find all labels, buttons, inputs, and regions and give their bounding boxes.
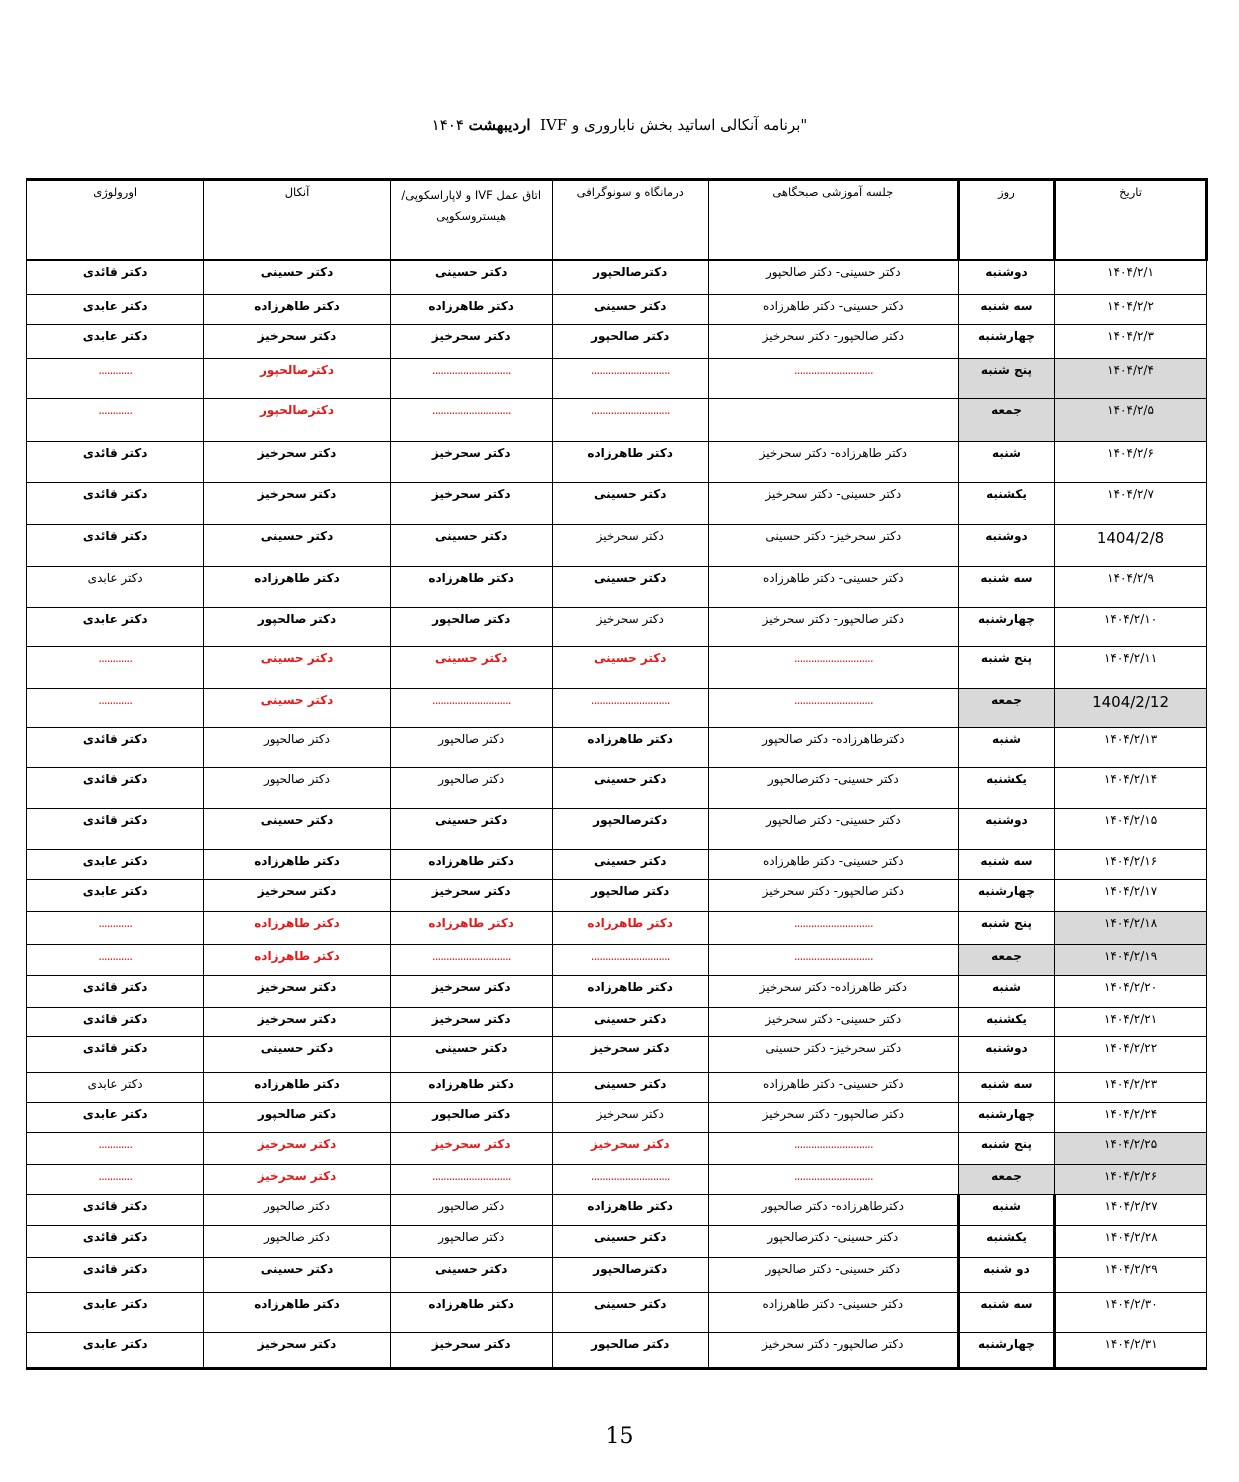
page-title <box>0 116 1239 134</box>
date-cell: ۱۴۰۴/۲/۲۱ <box>1055 1007 1207 1036</box>
date-cell: ۱۴۰۴/۲/۳۰ <box>1055 1292 1207 1332</box>
morning-session-cell: دکتر حسینی- دکتر صالحپور <box>708 260 958 294</box>
table-row <box>27 1332 1207 1368</box>
urology-cell: دکتر عابدی <box>27 1292 204 1332</box>
clinic-cell: دکتر حسینی <box>552 646 708 688</box>
urology-cell: ............ <box>27 911 204 944</box>
oncall-cell: دکتر سحرخیز <box>204 1007 390 1036</box>
urology-cell: ............ <box>27 646 204 688</box>
operating-room-cell: دکتر سحرخیز <box>390 879 552 911</box>
operating-room-cell: دکتر سحرخیز <box>390 1332 552 1368</box>
urology-cell: ............ <box>27 398 204 441</box>
morning-session-cell: دکتر صالحپور- دکتر سحرخیز <box>708 607 958 646</box>
clinic-cell: دکتر سحرخیز <box>552 524 708 566</box>
date-cell: ۱۴۰۴/۲/۱۸ <box>1055 911 1207 944</box>
table-row <box>27 358 1207 398</box>
operating-room-cell: دکتر طاهرزاده <box>390 566 552 607</box>
clinic-cell: ............................ <box>552 944 708 975</box>
clinic-cell: دکتر صالحپور <box>552 1332 708 1368</box>
morning-session-cell: دکترطاهرزاده- دکتر صالحپور <box>708 1194 958 1225</box>
clinic-cell: دکتر طاهرزاده <box>552 911 708 944</box>
clinic-cell: دکتر حسینی <box>552 849 708 879</box>
day-cell: پنج شنبه <box>958 358 1054 398</box>
morning-session-cell: دکتر حسینی- دکتر طاهرزاده <box>708 566 958 607</box>
oncall-cell: دکتر سحرخیز <box>204 1164 390 1194</box>
table-row <box>27 1007 1207 1036</box>
morning-session-cell: دکتر طاهرزاده- دکتر سحرخیز <box>708 975 958 1007</box>
morning-session-cell: دکتر حسینی- دکتر صالحپور <box>708 1257 958 1292</box>
morning-session-cell: دکتر سحرخیز- دکتر حسینی <box>708 1036 958 1072</box>
operating-room-cell: دکتر سحرخیز <box>390 1007 552 1036</box>
operating-room-cell: دکتر طاهرزاده <box>390 1292 552 1332</box>
oncall-cell: دکتر طاهرزاده <box>204 911 390 944</box>
oncall-cell: دکتر سحرخیز <box>204 879 390 911</box>
urology-cell: دکتر قائدی <box>27 808 204 849</box>
morning-session-cell: ............................ <box>708 944 958 975</box>
date-cell: 1404/2/8 <box>1055 524 1207 566</box>
urology-cell: دکتر قائدی <box>27 260 204 294</box>
table-row <box>27 294 1207 324</box>
table-row <box>27 524 1207 566</box>
date-cell: ۱۴۰۴/۲/۳ <box>1055 324 1207 358</box>
operating-room-cell: دکتر طاهرزاده <box>390 911 552 944</box>
date-cell: ۱۴۰۴/۲/۷ <box>1055 482 1207 524</box>
day-cell: پنج شنبه <box>958 1132 1054 1164</box>
date-cell: ۱۴۰۴/۲/۲ <box>1055 294 1207 324</box>
clinic-cell: ............................ <box>552 688 708 727</box>
oncall-cell: دکتر سحرخیز <box>204 324 390 358</box>
day-cell: یکشنبه <box>958 767 1054 808</box>
urology-cell: ............ <box>27 1132 204 1164</box>
operating-room-cell: ............................ <box>390 358 552 398</box>
day-cell: شنبه <box>958 975 1054 1007</box>
header-date: تاریخ <box>1055 180 1207 261</box>
day-cell: چهارشنبه <box>958 607 1054 646</box>
oncall-cell: دکتر حسینی <box>204 646 390 688</box>
morning-session-cell: دکتر صالحپور- دکتر سحرخیز <box>708 324 958 358</box>
clinic-cell: دکتر حسینی <box>552 566 708 607</box>
day-cell: جمعه <box>958 688 1054 727</box>
morning-session-cell: دکتر حسینی- دکتر طاهرزاده <box>708 1292 958 1332</box>
day-cell: دوشنبه <box>958 260 1054 294</box>
clinic-cell: دکتر حسینی <box>552 482 708 524</box>
day-cell: پنج شنبه <box>958 646 1054 688</box>
clinic-cell: دکترصالحپور <box>552 808 708 849</box>
date-cell: ۱۴۰۴/۲/۱۹ <box>1055 944 1207 975</box>
clinic-cell: دکتر حسینی <box>552 1007 708 1036</box>
date-cell: ۱۴۰۴/۲/۲۴ <box>1055 1102 1207 1132</box>
urology-cell: دکتر عابدی <box>27 294 204 324</box>
day-cell: چهارشنبه <box>958 1332 1054 1368</box>
clinic-cell: دکتر طاهرزاده <box>552 441 708 482</box>
operating-room-cell: دکتر صالحپور <box>390 1225 552 1257</box>
operating-room-cell: دکتر حسینی <box>390 524 552 566</box>
urology-cell: دکتر قائدی <box>27 975 204 1007</box>
oncall-cell: دکتر سحرخیز <box>204 482 390 524</box>
clinic-cell: دکتر صالحپور <box>552 879 708 911</box>
day-cell: سه شنبه <box>958 294 1054 324</box>
oncall-cell: دکتر صالحپور <box>204 727 390 767</box>
day-cell: شنبه <box>958 441 1054 482</box>
oncall-cell: دکتر طاهرزاده <box>204 566 390 607</box>
date-cell: ۱۴۰۴/۲/۲۷ <box>1055 1194 1207 1225</box>
oncall-cell: دکتر حسینی <box>204 688 390 727</box>
day-cell: جمعه <box>958 1164 1054 1194</box>
urology-cell: دکتر عابدی <box>27 607 204 646</box>
operating-room-cell: ............................ <box>390 398 552 441</box>
date-cell: ۱۴۰۴/۲/۶ <box>1055 441 1207 482</box>
urology-cell: دکتر عابدی <box>27 324 204 358</box>
operating-room-cell: ............................ <box>390 688 552 727</box>
operating-room-cell: دکتر حسینی <box>390 1036 552 1072</box>
operating-room-cell: دکتر طاهرزاده <box>390 294 552 324</box>
morning-session-cell: دکتر صالحپور- دکتر سحرخیز <box>708 1332 958 1368</box>
operating-room-cell: دکتر طاهرزاده <box>390 1072 552 1102</box>
table-row <box>27 324 1207 358</box>
morning-session-cell: ............................ <box>708 358 958 398</box>
oncall-cell: دکترصالحپور <box>204 358 390 398</box>
oncall-cell: دکتر طاهرزاده <box>204 944 390 975</box>
urology-cell: ............ <box>27 358 204 398</box>
clinic-cell: دکترصالحپور <box>552 260 708 294</box>
morning-session-cell: ............................ <box>708 688 958 727</box>
day-cell: پنج شنبه <box>958 911 1054 944</box>
oncall-cell: دکتر طاهرزاده <box>204 849 390 879</box>
date-cell: ۱۴۰۴/۲/۱ <box>1055 260 1207 294</box>
urology-cell: دکتر قائدی <box>27 1257 204 1292</box>
clinic-cell: دکتر طاهرزاده <box>552 975 708 1007</box>
operating-room-cell: دکتر سحرخیز <box>390 324 552 358</box>
urology-cell: دکتر قائدی <box>27 1036 204 1072</box>
day-cell: دو شنبه <box>958 1257 1054 1292</box>
date-cell: ۱۴۰۴/۲/۴ <box>1055 358 1207 398</box>
urology-cell: دکتر قائدی <box>27 482 204 524</box>
day-cell: چهارشنبه <box>958 879 1054 911</box>
table-row <box>27 688 1207 727</box>
operating-room-cell: دکتر سحرخیز <box>390 441 552 482</box>
day-cell: یکشنبه <box>958 482 1054 524</box>
operating-room-cell: دکتر حسینی <box>390 260 552 294</box>
date-cell: ۱۴۰۴/۲/۱۳ <box>1055 727 1207 767</box>
oncall-cell: دکتر حسینی <box>204 260 390 294</box>
urology-cell: دکتر قائدی <box>27 767 204 808</box>
morning-session-cell: دکترطاهرزاده- دکتر صالحپور <box>708 727 958 767</box>
title-year: ۱۴۰۴ <box>431 116 464 134</box>
date-cell: ۱۴۰۴/۲/۲۹ <box>1055 1257 1207 1292</box>
operating-room-cell: ............................ <box>390 1164 552 1194</box>
clinic-cell: ............................ <box>552 398 708 441</box>
operating-room-cell: دکتر صالحپور <box>390 727 552 767</box>
table-row <box>27 944 1207 975</box>
day-cell: شنبه <box>958 727 1054 767</box>
table-row <box>27 1225 1207 1257</box>
title-month: اردیبهشت <box>468 116 531 134</box>
operating-room-cell: دکتر سحرخیز <box>390 482 552 524</box>
table-row <box>27 482 1207 524</box>
clinic-cell: دکتر طاهرزاده <box>552 727 708 767</box>
date-cell: ۱۴۰۴/۲/۱۴ <box>1055 767 1207 808</box>
table-row <box>27 1257 1207 1292</box>
table-row <box>27 767 1207 808</box>
urology-cell: دکتر عابدی <box>27 1072 204 1102</box>
clinic-cell: دکتر سحرخیز <box>552 1036 708 1072</box>
clinic-cell: دکتر سحرخیز <box>552 1102 708 1132</box>
morning-session-cell: ............................ <box>708 646 958 688</box>
table-row <box>27 566 1207 607</box>
morning-session-cell: دکتر حسینی- دکترصالحپور <box>708 767 958 808</box>
urology-cell: دکتر قائدی <box>27 1225 204 1257</box>
urology-cell: ............ <box>27 944 204 975</box>
urology-cell: ............ <box>27 688 204 727</box>
operating-room-cell: دکتر حسینی <box>390 1257 552 1292</box>
oncall-cell: دکتر طاهرزاده <box>204 1292 390 1332</box>
table-row <box>27 646 1207 688</box>
date-cell: ۱۴۰۴/۲/۱۶ <box>1055 849 1207 879</box>
oncall-cell: دکتر سحرخیز <box>204 975 390 1007</box>
date-cell: ۱۴۰۴/۲/۲۰ <box>1055 975 1207 1007</box>
morning-session-cell: ............................ <box>708 1164 958 1194</box>
day-cell: سه شنبه <box>958 1072 1054 1102</box>
table-row <box>27 1194 1207 1225</box>
morning-session-cell: دکتر حسینی- دکتر طاهرزاده <box>708 294 958 324</box>
table-row <box>27 849 1207 879</box>
table-row <box>27 1164 1207 1194</box>
date-cell: ۱۴۰۴/۲/۱۷ <box>1055 879 1207 911</box>
header-day: روز <box>958 180 1054 261</box>
title-prefix: "برنامه آنکالی اساتید بخش ناباروری و IVF <box>540 116 808 134</box>
date-cell: ۱۴۰۴/۲/۲۸ <box>1055 1225 1207 1257</box>
day-cell: جمعه <box>958 944 1054 975</box>
date-cell: ۱۴۰۴/۲/۲۳ <box>1055 1072 1207 1102</box>
header-urology: اورولوژی <box>27 180 204 261</box>
day-cell: چهارشنبه <box>958 324 1054 358</box>
oncall-cell: دکتر صالحپور <box>204 1225 390 1257</box>
day-cell: جمعه <box>958 398 1054 441</box>
oncall-cell: دکتر حسینی <box>204 524 390 566</box>
table-row <box>27 727 1207 767</box>
table-row <box>27 1072 1207 1102</box>
operating-room-cell: دکتر حسینی <box>390 646 552 688</box>
date-cell: ۱۴۰۴/۲/۲۲ <box>1055 1036 1207 1072</box>
morning-session-cell: دکتر حسینی- دکتر سحرخیز <box>708 1007 958 1036</box>
morning-session-cell: دکتر حسینی- دکترصالحپور <box>708 1225 958 1257</box>
table-row <box>27 1292 1207 1332</box>
header-row <box>27 180 1207 261</box>
urology-cell: دکتر عابدی <box>27 566 204 607</box>
clinic-cell: دکتر حسینی <box>552 294 708 324</box>
table-row <box>27 1132 1207 1164</box>
urology-cell: دکتر قائدی <box>27 524 204 566</box>
oncall-cell: دکتر سحرخیز <box>204 441 390 482</box>
operating-room-cell: ............................ <box>390 944 552 975</box>
oncall-cell: دکتر صالحپور <box>204 767 390 808</box>
morning-session-cell: دکتر حسینی- دکتر طاهرزاده <box>708 1072 958 1102</box>
table-row <box>27 911 1207 944</box>
operating-room-cell: دکتر حسینی <box>390 808 552 849</box>
oncall-cell: دکتر سحرخیز <box>204 1332 390 1368</box>
day-cell: سه شنبه <box>958 566 1054 607</box>
table-row <box>27 441 1207 482</box>
day-cell: شنبه <box>958 1194 1054 1225</box>
urology-cell: دکتر عابدی <box>27 849 204 879</box>
header-morning-session: جلسه آموزشی صبحگاهی <box>708 180 958 261</box>
date-cell: ۱۴۰۴/۲/۱۱ <box>1055 646 1207 688</box>
operating-room-cell: دکتر صالحپور <box>390 767 552 808</box>
clinic-cell: دکتر صالحپور <box>552 324 708 358</box>
clinic-cell: ............................ <box>552 1164 708 1194</box>
table-row <box>27 975 1207 1007</box>
operating-room-cell: دکتر طاهرزاده <box>390 849 552 879</box>
operating-room-cell: دکتر صالحپور <box>390 1194 552 1225</box>
urology-cell: دکتر قائدی <box>27 441 204 482</box>
morning-session-cell: دکتر حسینی- دکتر طاهرزاده <box>708 849 958 879</box>
oncall-cell: دکتر حسینی <box>204 1257 390 1292</box>
oncall-schedule-table <box>26 178 1208 1370</box>
morning-session-cell: ............................ <box>708 1132 958 1164</box>
day-cell: یکشنبه <box>958 1225 1054 1257</box>
table-row <box>27 1036 1207 1072</box>
date-cell: ۱۴۰۴/۲/۱۰ <box>1055 607 1207 646</box>
clinic-cell: دکتر طاهرزاده <box>552 1194 708 1225</box>
oncall-cell: دکتر حسینی <box>204 1036 390 1072</box>
header-operating-room: اتاق عمل IVF و لاپاراسکوپی/ هیستروسکوپی <box>390 180 552 261</box>
morning-session-cell: دکتر طاهرزاده- دکتر سحرخیز <box>708 441 958 482</box>
oncall-cell: دکتر صالحپور <box>204 607 390 646</box>
date-cell: ۱۴۰۴/۲/۹ <box>1055 566 1207 607</box>
table-row <box>27 607 1207 646</box>
morning-session-cell: دکتر حسینی- دکتر صالحپور <box>708 808 958 849</box>
day-cell: دوشنبه <box>958 524 1054 566</box>
morning-session-cell: دکتر سحرخیز- دکتر حسینی <box>708 524 958 566</box>
oncall-cell: دکتر سحرخیز <box>204 1132 390 1164</box>
morning-session-cell <box>708 398 958 441</box>
urology-cell: دکتر قائدی <box>27 1007 204 1036</box>
day-cell: سه شنبه <box>958 1292 1054 1332</box>
urology-cell: ............ <box>27 1164 204 1194</box>
oncall-cell: دکتر طاهرزاده <box>204 1072 390 1102</box>
oncall-cell: دکتر حسینی <box>204 808 390 849</box>
clinic-cell: دکتر سحرخیز <box>552 1132 708 1164</box>
oncall-cell: دکتر طاهرزاده <box>204 294 390 324</box>
date-cell: ۱۴۰۴/۲/۳۱ <box>1055 1332 1207 1368</box>
table-row <box>27 398 1207 441</box>
date-cell: ۱۴۰۴/۲/۲۶ <box>1055 1164 1207 1194</box>
date-cell: 1404/2/12 <box>1055 688 1207 727</box>
morning-session-cell: ............................ <box>708 911 958 944</box>
morning-session-cell: دکتر صالحپور- دکتر سحرخیز <box>708 879 958 911</box>
table-row <box>27 808 1207 849</box>
urology-cell: دکتر عابدی <box>27 879 204 911</box>
clinic-cell: دکتر سحرخیز <box>552 607 708 646</box>
operating-room-cell: دکتر سحرخیز <box>390 975 552 1007</box>
date-cell: ۱۴۰۴/۲/۲۵ <box>1055 1132 1207 1164</box>
oncall-cell: دکترصالحپور <box>204 398 390 441</box>
page-number: 15 <box>605 1424 634 1449</box>
clinic-cell: دکترصالحپور <box>552 1257 708 1292</box>
operating-room-cell: دکتر سحرخیز <box>390 1132 552 1164</box>
clinic-cell: دکتر حسینی <box>552 1072 708 1102</box>
day-cell: دوشنبه <box>958 1036 1054 1072</box>
oncall-cell: دکتر صالحپور <box>204 1194 390 1225</box>
day-cell: یکشنبه <box>958 1007 1054 1036</box>
urology-cell: دکتر عابدی <box>27 1102 204 1132</box>
urology-cell: دکتر قائدی <box>27 1194 204 1225</box>
day-cell: سه شنبه <box>958 849 1054 879</box>
clinic-cell: دکتر حسینی <box>552 1292 708 1332</box>
day-cell: دوشنبه <box>958 808 1054 849</box>
morning-session-cell: دکتر صالحپور- دکتر سحرخیز <box>708 1102 958 1132</box>
urology-cell: دکتر عابدی <box>27 1332 204 1368</box>
operating-room-cell: دکتر صالحپور <box>390 1102 552 1132</box>
table-row <box>27 260 1207 294</box>
oncall-cell: دکتر صالحپور <box>204 1102 390 1132</box>
operating-room-cell: دکتر صالحپور <box>390 607 552 646</box>
clinic-cell: ............................ <box>552 358 708 398</box>
table-row <box>27 879 1207 911</box>
day-cell: چهارشنبه <box>958 1102 1054 1132</box>
date-cell: ۱۴۰۴/۲/۱۵ <box>1055 808 1207 849</box>
clinic-cell: دکتر حسینی <box>552 1225 708 1257</box>
urology-cell: دکتر قائدی <box>27 727 204 767</box>
clinic-cell: دکتر حسینی <box>552 767 708 808</box>
morning-session-cell: دکتر حسینی- دکتر سحرخیز <box>708 482 958 524</box>
header-oncall: آنکال <box>204 180 390 261</box>
table-row <box>27 1102 1207 1132</box>
header-clinic: درمانگاه و سونوگرافی <box>552 180 708 261</box>
date-cell: ۱۴۰۴/۲/۵ <box>1055 398 1207 441</box>
